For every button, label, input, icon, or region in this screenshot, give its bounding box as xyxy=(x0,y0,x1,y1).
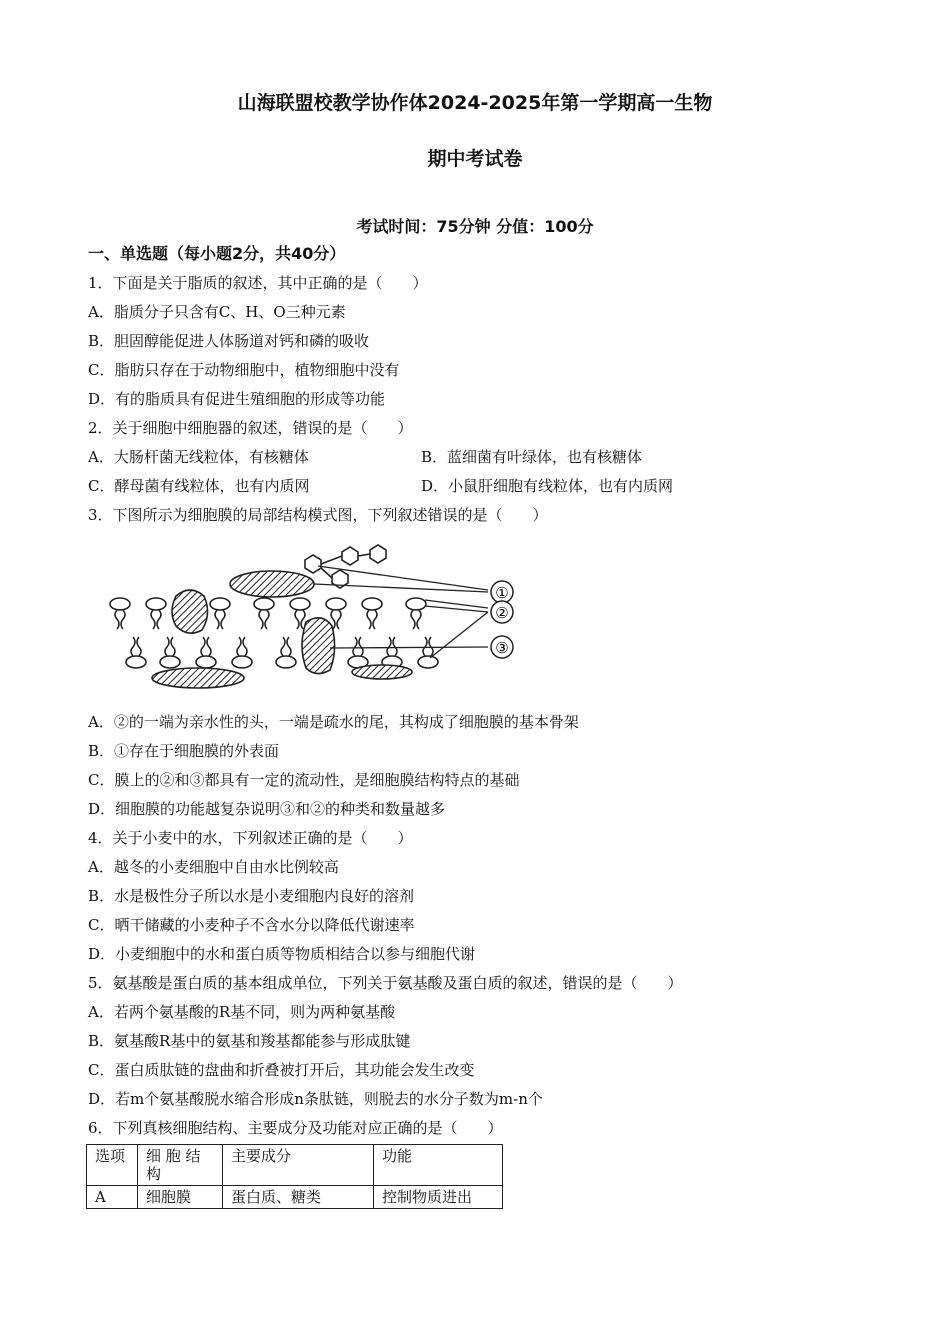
q4-option-c: C．晒干储藏的小麦种子不含水分以降低代谢速率 xyxy=(88,916,415,934)
q5-option-d: D．若m个氨基酸脱水缩合形成n条肽链，则脱去的水分子数为m-n个 xyxy=(88,1090,543,1108)
label-1: ① xyxy=(495,584,509,602)
label-3: ③ xyxy=(495,639,509,657)
section-heading: 一、单选题（每小题2分，共40分） xyxy=(88,244,346,263)
exam-info: 考试时间：75分钟 分值：100分 xyxy=(356,217,594,236)
page-subtitle: 期中考试卷 xyxy=(427,148,523,170)
q1-stem: 1．下面是关于脂质的叙述，其中正确的是（ ） xyxy=(88,274,428,292)
table-header-cell: 细 胞 结构 xyxy=(138,1145,223,1186)
table-cell: 细胞膜 xyxy=(138,1186,223,1209)
membrane-diagram xyxy=(100,540,540,690)
q1-option-a: A．脂质分子只含有C、H、O三种元素 xyxy=(88,303,346,321)
sugar-chain xyxy=(305,545,386,588)
q3-stem: 3．下图所示为细胞膜的局部结构模式图，下列叙述错误的是（ ） xyxy=(88,506,548,524)
q3-option-b: B．①存在于细胞膜的外表面 xyxy=(88,742,280,760)
q4-option-b: B．水是极性分子所以水是小麦细胞内良好的溶剂 xyxy=(88,887,415,905)
q1-option-b: B．胆固醇能促进人体肠道对钙和磷的吸收 xyxy=(88,332,370,350)
q3-option-c: C．膜上的②和③都具有一定的流动性，是细胞膜结构特点的基础 xyxy=(88,771,520,789)
q4-option-a: A．越冬的小麦细胞中自由水比例较高 xyxy=(88,858,339,876)
q2-option-c: C．酵母菌有线粒体，也有内质网 xyxy=(88,477,310,495)
q2-option-a: A．大肠杆菌无线粒体，有核糖体 xyxy=(88,448,309,466)
protein-embedded xyxy=(172,590,208,633)
table-header-row xyxy=(87,1145,503,1186)
q5-option-a: A．若两个氨基酸的R基不同，则为两种氨基酸 xyxy=(88,1003,396,1021)
q3-option-d: D．细胞膜的功能越复杂说明③和②的种类和数量越多 xyxy=(88,800,446,818)
q1-option-c: C．脂肪只存在于动物细胞中，植物细胞中没有 xyxy=(88,361,400,379)
table-header-cell: 主要成分 xyxy=(223,1145,374,1186)
q4-option-d: D．小麦细胞中的水和蛋白质等物质相结合以参与细胞代谢 xyxy=(88,945,476,963)
protein-transmembrane xyxy=(302,618,335,674)
table-row xyxy=(87,1186,503,1209)
q5-option-b: B．氨基酸R基中的氨基和羧基都能参与形成肽键 xyxy=(88,1032,411,1050)
table-cell: 蛋白质、糖类 xyxy=(223,1186,374,1209)
label-2: ② xyxy=(495,604,509,622)
q2-option-b: B．蓝细菌有叶绿体，也有核糖体 xyxy=(421,448,643,466)
q1-option-d: D．有的脂质具有促进生殖细胞的形成等功能 xyxy=(88,390,386,408)
q6-stem: 6．下列真核细胞结构、主要成分及功能对应正确的是（ ） xyxy=(88,1119,503,1137)
q4-stem: 4．关于小麦中的水，下列叙述正确的是（ ） xyxy=(88,829,413,847)
table-header-cell: 选项 xyxy=(87,1145,138,1186)
table-cell: 控制物质进出 xyxy=(374,1186,503,1209)
q5-stem: 5．氨基酸是蛋白质的基本组成单位，下列关于氨基酸及蛋白质的叙述，错误的是（ ） xyxy=(88,974,683,992)
table-cell: A xyxy=(87,1186,138,1209)
table-header-cell: 功能 xyxy=(374,1145,503,1186)
q2-option-d: D．小鼠肝细胞有线粒体，也有内质网 xyxy=(421,477,674,495)
page-title: 山海联盟校教学协作体2024-2025年第一学期高一生物 xyxy=(237,92,713,114)
q6-table xyxy=(86,1144,503,1209)
q5-option-c: C．蛋白质肽链的盘曲和折叠被打开后，其功能会发生改变 xyxy=(88,1061,475,1079)
q2-stem: 2．关于细胞中细胞器的叙述，错误的是（ ） xyxy=(88,419,413,437)
q3-option-a: A．②的一端为亲水性的头，一端是疏水的尾，其构成了细胞膜的基本骨架 xyxy=(88,713,579,731)
